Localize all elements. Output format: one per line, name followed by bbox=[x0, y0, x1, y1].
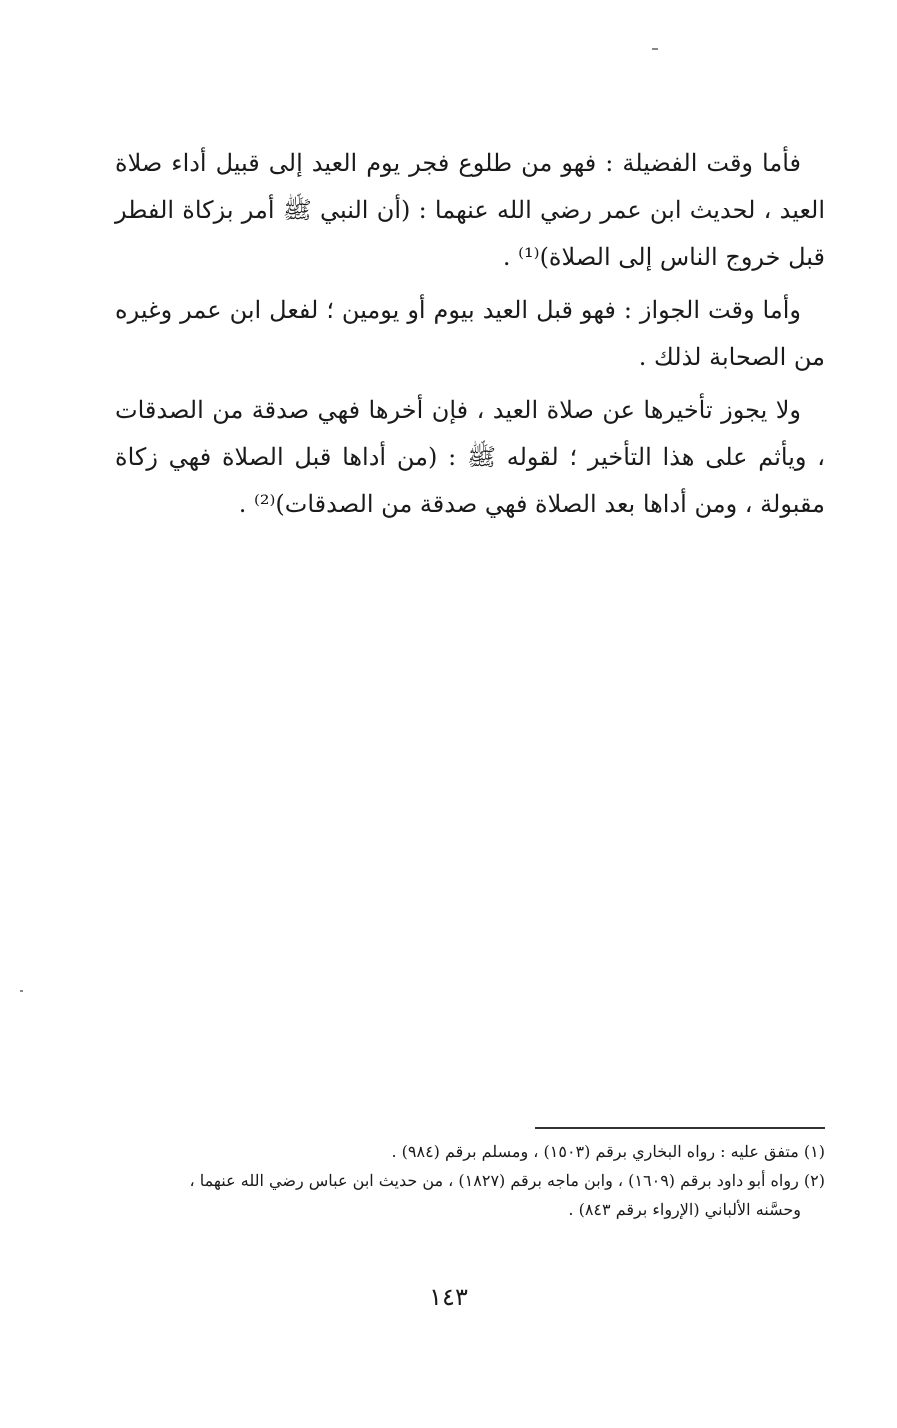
scan-speck bbox=[20, 990, 23, 992]
paragraph-virtue-time: فأما وقت الفضيلة : فهو من طلوع فجر يوم العيد إلى قبيل أداء صلاة العيد ، لحديث ابن عمر رضي الله عنهما : (أن النبي ﷺ أمر بزكاة الفطر قبل خروج الناس إلى الصلاة)⁽¹⁾ . bbox=[115, 149, 825, 271]
paragraph-permissible-time: وأما وقت الجواز : فهو قبل العيد بيوم أو يومين ؛ لفعل ابن عمر وغيره من الصحابة لذلك . bbox=[115, 296, 825, 371]
footnote-separator bbox=[535, 1127, 825, 1129]
paragraph-delay-ruling: ولا يجوز تأخيرها عن صلاة العيد ، فإن أخرها فهي صدقة من الصدقات ، ويأثم على هذا التأخير ؛ لقوله ﷺ : (من أداها قبل الصلاة فهي زكاة مقبولة ، ومن أداها بعد الصلاة فهي صدقة من الصدقات)⁽²⁾ . bbox=[115, 396, 825, 518]
main-text bbox=[115, 140, 825, 534]
scan-speck bbox=[652, 48, 658, 50]
footnote-1: (١) متفق عليه : رواه البخاري برقم (١٥٠٣) ، ومسلم برقم (٩٨٤) . bbox=[391, 1142, 825, 1161]
footnote-2-continuation: وحسَّنه الألباني (الإرواء برقم ٨٤٣) . bbox=[568, 1200, 801, 1219]
page-number: ١٤٣ bbox=[429, 1283, 468, 1311]
footnote-2: (٢) رواه أبو داود برقم (١٦٠٩) ، وابن ماجه برقم (١٨٢٧) ، من حديث ابن عباس رضي الله عنهما ، bbox=[189, 1171, 825, 1190]
footnotes bbox=[110, 1137, 825, 1224]
